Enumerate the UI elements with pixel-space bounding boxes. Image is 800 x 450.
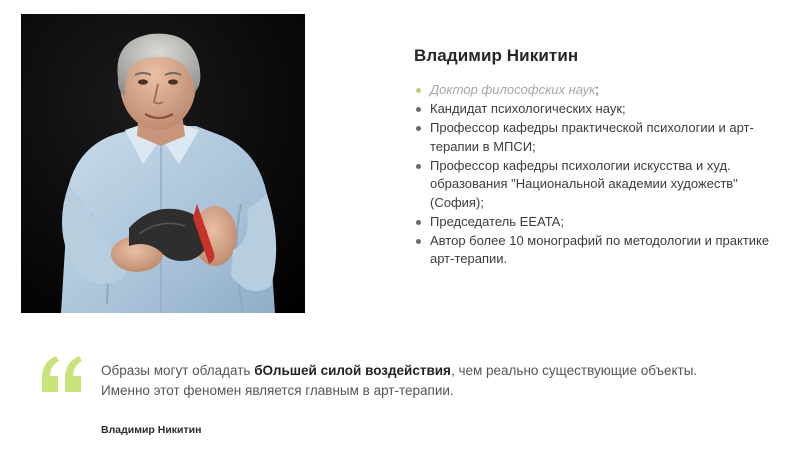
list-item	[414, 100, 784, 119]
list-item-text: Автор более 10 монографий по методологии и практике арт-терапии.	[430, 232, 770, 266]
list-item	[414, 157, 784, 213]
list-item-text: Профессор кафедры практической психологии и арт-терапии в МПСИ;	[430, 120, 754, 154]
person-name: Владимир Никитин	[414, 46, 579, 65]
list-item-text: Председатель EEATA;	[430, 213, 564, 229]
list-item-text: Профессор кафедры психологии искусства и худ. образования "Национальной академии художеств" (София);	[430, 157, 738, 210]
list-item	[414, 213, 784, 232]
portrait-photo	[21, 14, 305, 313]
portrait-illustration	[21, 14, 305, 313]
list-item	[414, 119, 784, 156]
list-item	[414, 81, 784, 100]
bullet-icon	[416, 107, 421, 112]
bullet-icon	[416, 126, 421, 131]
list-item	[414, 232, 784, 269]
list-item-suffix: ;	[595, 82, 599, 97]
quote-author: Владимир Никитин	[101, 424, 202, 436]
bullet-icon	[416, 88, 421, 93]
quote-text-part1: Образы могут обладать	[101, 363, 255, 378]
quote-text-emphasis: бОльшей силой воздействия	[254, 363, 451, 378]
bullet-icon	[416, 220, 421, 225]
list-item-text: Доктор философских наук	[430, 82, 596, 97]
quote-text	[101, 361, 701, 401]
bullet-icon	[416, 164, 421, 169]
bullet-icon	[416, 239, 421, 244]
credentials-list	[414, 81, 784, 269]
quote-text-part2: , чем реально существующие объекты. Именно этот феномен является главным в арт-терапии.	[101, 363, 698, 398]
quote-mark-icon	[38, 352, 86, 396]
bio-section	[414, 46, 784, 269]
list-item-text: Кандидат психологических наук;	[430, 101, 626, 116]
